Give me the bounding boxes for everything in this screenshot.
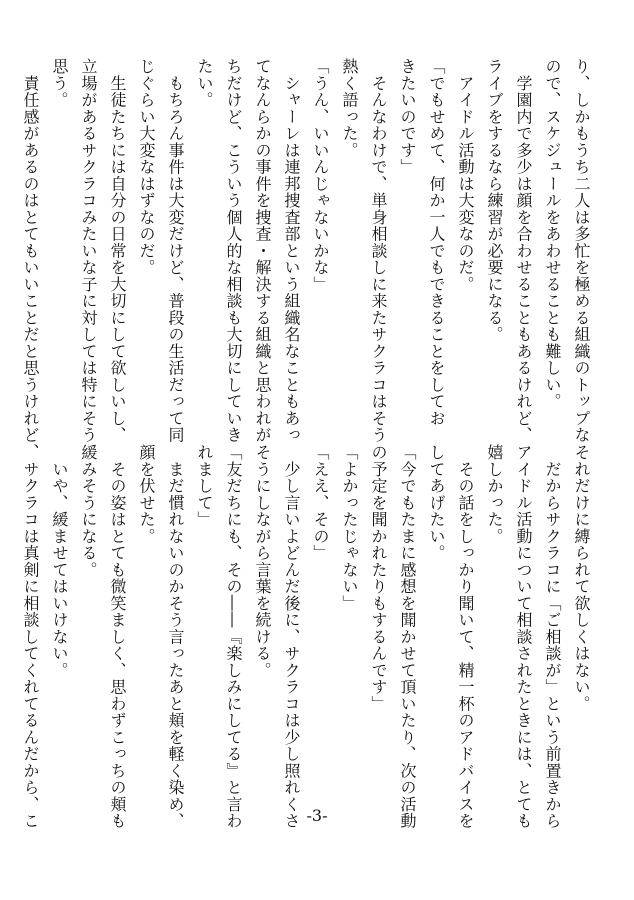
text-line: 少し言いよどんだ後に、サクラコは少し照れくさ <box>282 444 301 830</box>
text-line: 緩みそうになる。 <box>79 444 98 578</box>
text-line: サクラコは真剣に相談してくれてるんだから、こ <box>21 444 40 830</box>
text-line: その話をしっかり聞いて、精一杯のアドバイスを <box>456 444 475 830</box>
text-line: 立場があるサクラコみたいな子に対しては特にそう <box>79 58 98 444</box>
text-line: 「うん、いいんじゃないかな」 <box>311 58 330 293</box>
text-line: 生徒たちには自分の日常を大切にして欲しいし、 <box>108 58 127 444</box>
text-line: ライブをするなら練習が必要になる。 <box>485 58 504 343</box>
text-line: 思う。 <box>50 58 69 109</box>
text-line: の予定を聞かれたりもするんです」 <box>369 444 388 712</box>
text-line: 熱く語った。 <box>340 58 359 159</box>
text-line: たい。 <box>195 58 214 109</box>
text-line: 嬉しかった。 <box>485 444 504 545</box>
text-line: その姿はとても微笑ましく、思わずこっちの頬も <box>108 444 127 830</box>
text-line: してあげたい。 <box>427 444 446 562</box>
text-line: アイドル活動について相談されたときには、とても <box>514 444 533 830</box>
text-line: いや、緩ませてはいけない。 <box>50 444 69 679</box>
text-line: もちろん事件は大変だけど、普段の生活だって同 <box>166 58 185 444</box>
text-line: 「ええ、その」 <box>311 444 330 562</box>
text-line: り、しかもうち二人は多忙を極める組織のトップな <box>572 58 591 444</box>
text-column-bottom <box>16 444 596 830</box>
text-line: 学園内で多少は顔を合わせることもあるけれど、 <box>514 58 533 444</box>
text-line: だからサクラコに「ご相談が」という前置きから <box>543 444 562 830</box>
text-line: きたいのです」 <box>398 58 417 176</box>
text-line: 顔を伏せた。 <box>137 444 156 545</box>
text-line: それだけに縛られて欲しくはない。 <box>572 444 591 712</box>
text-line: じぐらい大変なはずなのだ。 <box>137 58 156 276</box>
text-line: ちだけど、こういう個人的な相談も大切にしていき <box>224 58 243 444</box>
text-line: ので、スケジュールをあわせることも難しい。 <box>543 58 562 410</box>
text-line: シャーレは連邦捜査部という組織名なこともあっ <box>282 58 301 444</box>
text-line: 「でもせめて、何か一人でもできることをしてお <box>427 58 446 427</box>
text-line: 「今でもたまに感想を聞かせて頂いたり、次の活動 <box>398 444 417 830</box>
text-line: 「友だちにも、その――『楽しみにしてる』と言わ <box>224 444 243 830</box>
text-line: そんなわけで、単身相談しに来たサクラコはそう <box>369 58 388 444</box>
page-number: -3- <box>306 806 328 825</box>
text-line: そうにしながら言葉を続ける。 <box>253 444 272 679</box>
text-line: てなんらかの事件を捜査・解決する組織と思われが <box>253 58 272 444</box>
text-column-top <box>16 58 596 460</box>
text-line: れまして」 <box>195 444 214 528</box>
text-line: アイドル活動は大変なのだ。 <box>456 58 475 293</box>
text-line: 「よかったじゃない」 <box>340 444 359 612</box>
text-line: まだ慣れないのかそう言ったあと頬を軽く染め、 <box>166 444 185 830</box>
text-line: 責任感があるのはとてもいいことだと思うけれど、 <box>21 58 40 460</box>
